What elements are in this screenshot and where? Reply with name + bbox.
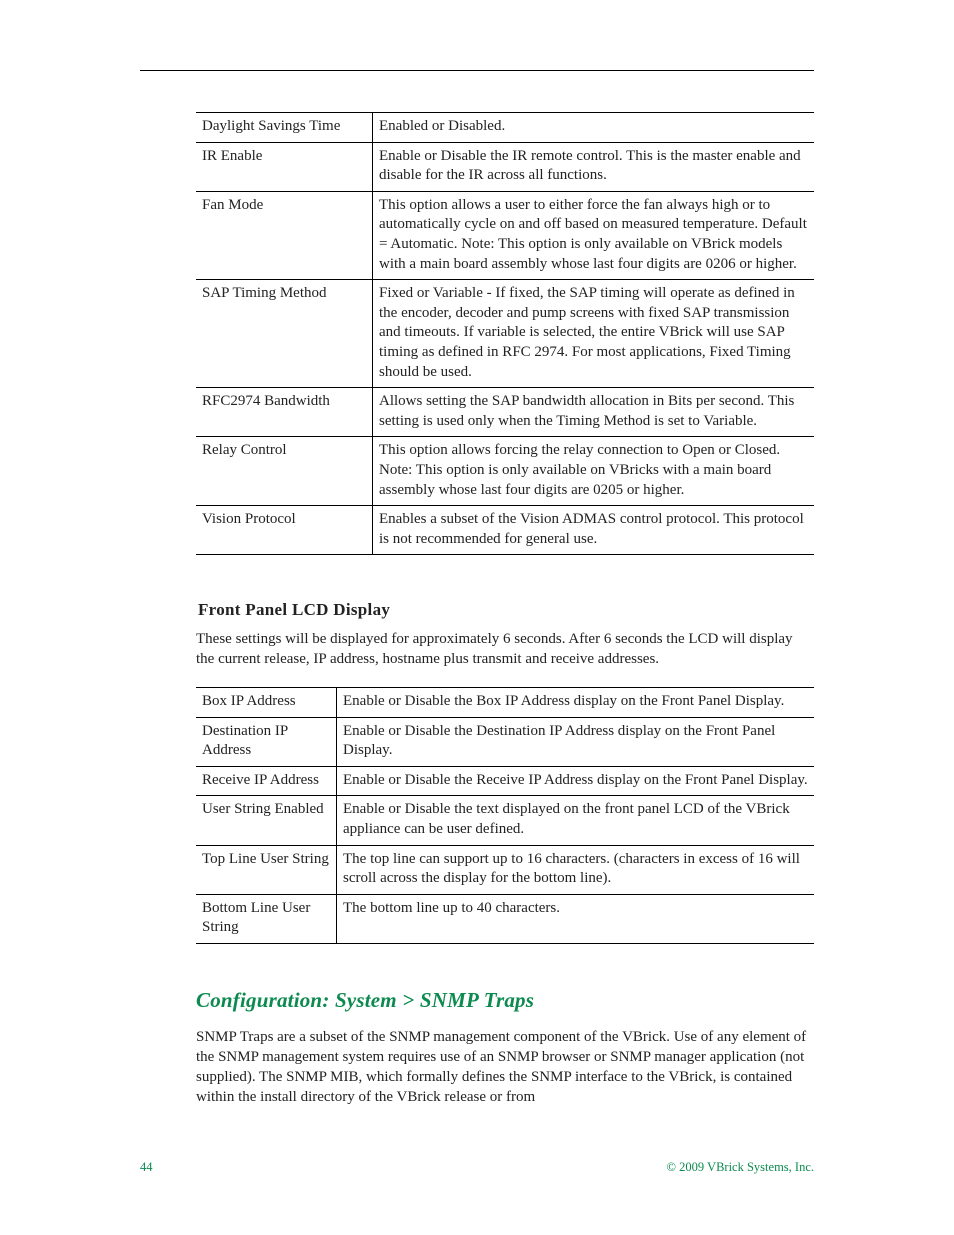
setting-name: SAP Timing Method <box>196 280 373 388</box>
header-rule <box>140 70 814 71</box>
setting-description: Enable or Disable the text displayed on the front panel LCD of the VBrick appliance can be user defined. <box>337 796 815 845</box>
setting-description: The top line can support up to 16 characters. (characters in excess of 16 will scroll across the display for the bottom line). <box>337 845 815 894</box>
front-panel-heading: Front Panel LCD Display <box>198 600 391 619</box>
setting-name: Receive IP Address <box>196 766 337 796</box>
table-row <box>196 894 814 943</box>
setting-description: Enable or Disable the Destination IP Address display on the Front Panel Display. <box>337 717 815 766</box>
setting-name: User String Enabled <box>196 796 337 845</box>
table-row <box>196 717 814 766</box>
table-row <box>196 796 814 845</box>
table-row <box>196 113 814 143</box>
setting-name: Destination IP Address <box>196 717 337 766</box>
setting-name: Box IP Address <box>196 688 337 718</box>
setting-name: Fan Mode <box>196 191 373 279</box>
setting-description: Enables a subset of the Vision ADMAS control protocol. This protocol is not recommended for general use. <box>373 506 815 555</box>
setting-description: Enable or Disable the IR remote control. This is the master enable and disable for the IR across all functions. <box>373 142 815 191</box>
copyright: © 2009 VBrick Systems, Inc. <box>666 1160 814 1174</box>
table-row <box>196 191 814 279</box>
front-panel-settings-table <box>196 687 814 944</box>
setting-description: Allows setting the SAP bandwidth allocation in Bits per second. This setting is used only when the Timing Method is set to Variable. <box>373 388 815 437</box>
setting-name: IR Enable <box>196 142 373 191</box>
setting-name: Bottom Line User String <box>196 894 337 943</box>
setting-name: Vision Protocol <box>196 506 373 555</box>
table-row <box>196 388 814 437</box>
table-row <box>196 688 814 718</box>
table-row <box>196 506 814 555</box>
snmp-section-heading: Configuration: System > SNMP Traps <box>196 988 535 1012</box>
table-row <box>196 280 814 388</box>
setting-description: This option allows a user to either force the fan always high or to automatically cycle on and off based on measured temperature. Default = Automatic. Note: This option is only available on VBrick models with a main board assembly whose last four digits are 0206 or higher. <box>373 191 815 279</box>
setting-description: The bottom line up to 40 characters. <box>337 894 815 943</box>
table-row <box>196 845 814 894</box>
setting-description: Enabled or Disabled. <box>373 113 815 143</box>
setting-description: Enable or Disable the Box IP Address display on the Front Panel Display. <box>337 688 815 718</box>
setting-description: This option allows forcing the relay connection to Open or Closed. Note: This option is only available on VBricks with a main board assembly whose last four digits are 0205 or higher. <box>373 437 815 506</box>
setting-name: Relay Control <box>196 437 373 506</box>
system-settings-table <box>196 112 814 555</box>
setting-description: Enable or Disable the Receive IP Address display on the Front Panel Display. <box>337 766 815 796</box>
setting-name: RFC2974 Bandwidth <box>196 388 373 437</box>
front-panel-intro: These settings will be displayed for approximately 6 seconds. After 6 seconds the LCD will display the current release, IP address, hostname plus transmit and receive addresses. <box>196 631 793 667</box>
table-row <box>196 437 814 506</box>
page-number: 44 <box>140 1160 153 1174</box>
snmp-body: SNMP Traps are a subset of the SNMP management component of the VBrick. Use of any element of the SNMP management system requires use of an SNMP browser or SNMP manager application (not supplied). The SNMP MIB, which formally defines the SNMP interface to the VBrick, is contained within the install directory of the VBrick release or from <box>196 1029 807 1105</box>
setting-name: Top Line User String <box>196 845 337 894</box>
setting-description: Fixed or Variable - If fixed, the SAP timing will operate as defined in the encoder, decoder and pump screens with fixed SAP transmission and timeouts. If variable is selected, the entire VBrick will use SAP timing as defined in RFC 2974. For most applications, Fixed Timing should be used. <box>373 280 815 388</box>
table-row <box>196 766 814 796</box>
table-row <box>196 142 814 191</box>
setting-name: Daylight Savings Time <box>196 113 373 143</box>
